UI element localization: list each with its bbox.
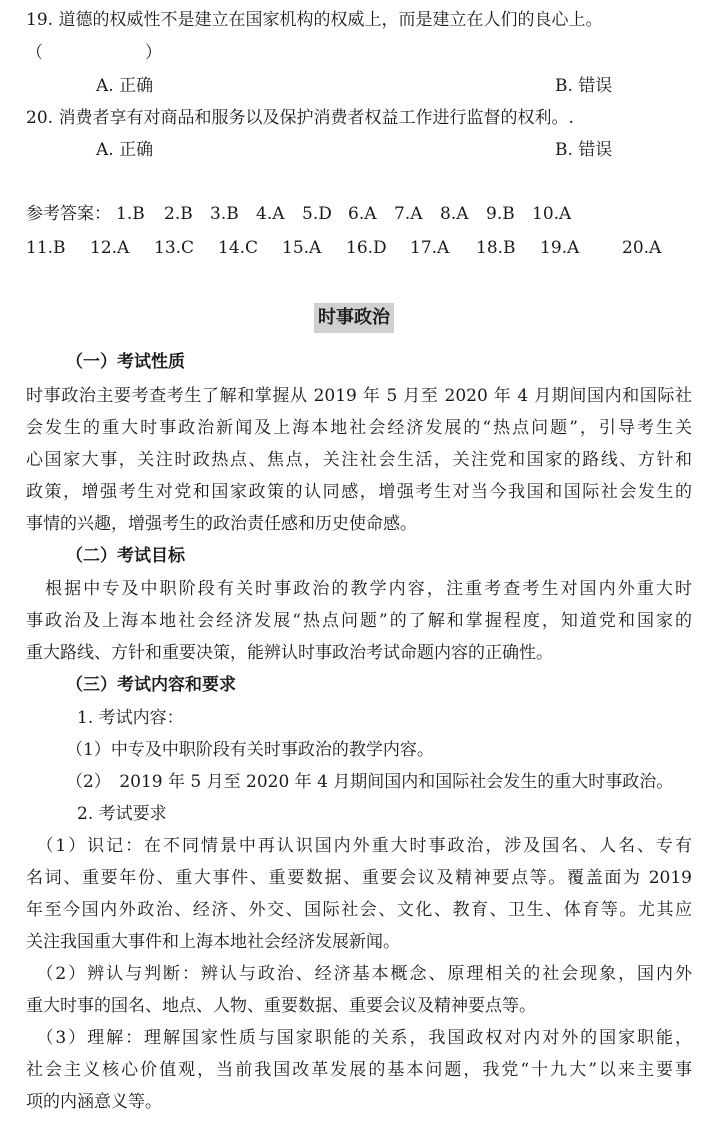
- answer-item: 7.A: [394, 204, 423, 224]
- question-19-answer-blank: （ ）: [26, 43, 162, 63]
- section-1-line: 事情的兴趣，增强考生的政治责任感和历史使命感。: [26, 514, 417, 534]
- section-title: 时事政治: [314, 303, 394, 333]
- section-1-line: 政策，增强考生对党和国家政策的认同感，增强考生对当今我国和国际社会发生的: [26, 482, 692, 502]
- answers-label: 参考答案：: [26, 204, 111, 224]
- section-3-line: （3）理解：理解国家性质与国家职能的关系，我国政权对内对外的国家职能，: [26, 1028, 692, 1048]
- answer-item: 2.B: [164, 204, 193, 224]
- section-1-heading: （一）考试性质: [66, 352, 185, 372]
- question-20-stem: 20. 消费者享有对商品和服务以及保护消费者权益工作进行监督的权利。.: [26, 108, 574, 128]
- section-3-line: 社会主义核心价值观，当前我国改革发展的基本问题，我党“十九大”以来主要事: [26, 1060, 692, 1080]
- answer-item: 11.B: [26, 238, 66, 258]
- answer-item: 18.B: [476, 238, 516, 258]
- answer-item: 19.A: [540, 238, 580, 258]
- answer-item: 15.A: [282, 238, 322, 258]
- section-3-line: （1）识记：在不同情景中再认识国内外重大时事政治，涉及国名、人名、专有: [26, 836, 692, 856]
- section-1-line: 会发生的重大时事政治新闻及上海本地社会经济发展的“热点问题”，引导考生关: [26, 418, 692, 438]
- section-2-line: 事政治及上海本地社会经济发展“热点问题”的了解和掌握程度，知道党和国家的: [26, 611, 692, 631]
- answer-item: 20.A: [622, 238, 662, 258]
- section-3-line: 重大时事的国名、地点、人物、重要数据、重要会议及精神要点等。: [26, 996, 536, 1016]
- answer-item: 10.A: [532, 204, 572, 224]
- section-3-line: 2. 考试要求: [60, 804, 167, 824]
- answer-item: 3.B: [210, 204, 239, 224]
- question-19-option-b: B. 错误: [555, 76, 613, 96]
- question-20-option-b: B. 错误: [555, 140, 613, 160]
- section-3-heading: （三）考试内容和要求: [66, 675, 236, 695]
- section-3-line: （2）辨认与判断：辨认与政治、经济基本概念、原理相关的社会现象，国内外: [26, 964, 692, 984]
- answer-item: 8.A: [440, 204, 469, 224]
- answer-item: 4.A: [256, 204, 285, 224]
- section-1-line: 心国家大事，关注时政热点、焦点，关注社会生活，关注党和国家的路线、方针和: [26, 450, 692, 470]
- question-20-option-a: A. 正确: [96, 140, 154, 160]
- section-2-heading: （二）考试目标: [66, 546, 185, 566]
- section-3-line: 关注我国重大事件和上海本地社会经济发展新闻。: [26, 932, 400, 952]
- answer-item: 12.A: [90, 238, 130, 258]
- section-3-line: 项的内涵意义等。: [26, 1092, 162, 1112]
- answer-item: 17.A: [410, 238, 450, 258]
- section-3-line: （2） 2019 年 5 月至 2020 年 4 月期间国内和国际社会发生的重大时事政治。: [66, 772, 674, 792]
- answer-item: 16.D: [346, 238, 387, 258]
- question-19-option-a: A. 正确: [96, 76, 154, 96]
- section-2-line: 重大路线、方针和重要决策，能辨认时事政治考试命题内容的正确性。: [26, 643, 553, 663]
- answer-item: 13.C: [154, 238, 195, 258]
- answer-item: 1.B: [116, 204, 145, 224]
- answer-item: 9.B: [486, 204, 515, 224]
- section-3-line: 1. 考试内容：: [60, 708, 184, 728]
- section-3-line: （1）中专及中职阶段有关时事政治的教学内容。: [66, 740, 434, 760]
- section-2-line: 根据中专及中职阶段有关时事政治的教学内容，注重考查考生对国内外重大时: [26, 579, 692, 599]
- answer-item: 6.A: [348, 204, 377, 224]
- answer-item: 14.C: [218, 238, 259, 258]
- answer-item: 5.D: [302, 204, 332, 224]
- section-3-line: 年至今国内外政治、经济、外交、国际社会、文化、教育、卫生、体育等。尤其应: [26, 900, 692, 920]
- section-3-line: 名词、重要年份、重大事件、重要数据、重要会议及精神要点等。覆盖面为 2019: [26, 868, 692, 888]
- question-19-stem: 19. 道德的权威性不是建立在国家机构的权威上，而是建立在人们的良心上。: [26, 10, 603, 30]
- section-1-line: 时事政治主要考查考生了解和掌握从 2019 年 5 月至 2020 年 4 月期间国内和国际社: [26, 386, 692, 406]
